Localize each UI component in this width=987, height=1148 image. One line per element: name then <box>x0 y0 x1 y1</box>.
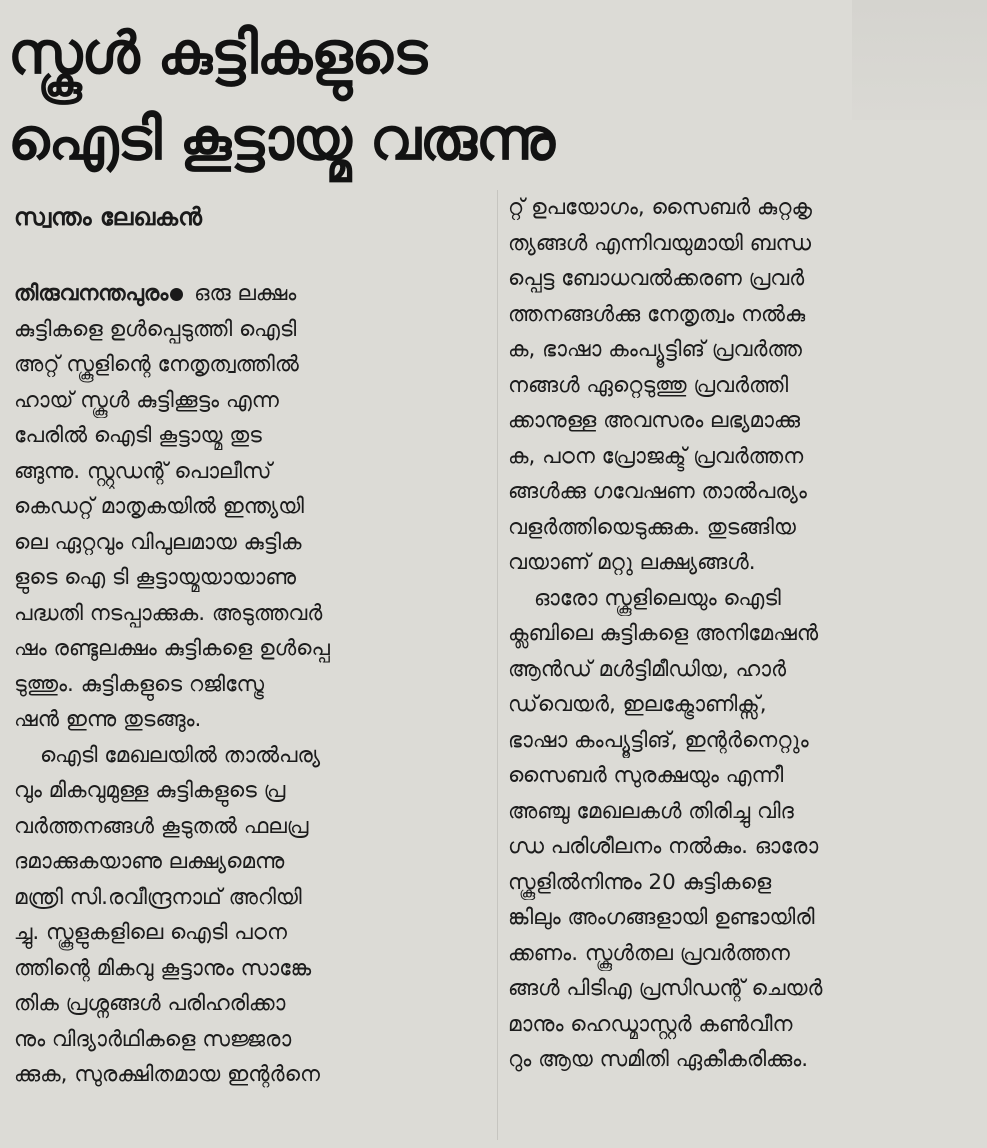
headline-line-2: ഐടി കൂട്ടായ്മ വരുന്നു <box>8 105 554 173</box>
body-line: ത്യങ്ങൾ എന്നിവയുമായി ബന്ധ <box>508 230 812 256</box>
body-line: സൈബർ സുരക്ഷയും എന്നീ <box>508 763 784 788</box>
body-line: റും ആയ സമിതി ഏകീകരിക്കും. <box>508 1047 809 1072</box>
body-line: മാനും ഹെഡ്മാസ്റ്റർ കൺവീന <box>508 1011 793 1037</box>
body-line: വളർത്തിയെടുക്കുക. തുടങ്ങിയ <box>508 514 796 540</box>
body-line: ഷൻ ഇന്നു തുടങ്ങും. <box>14 707 202 732</box>
body-line: ആൻഡ് മൾട്ടിമീഡിയ, ഹാർ <box>508 656 787 682</box>
body-line: തിക പ്രശ്നങ്ങൾ പരിഹരിക്കാ <box>14 991 286 1016</box>
body-line: വും മികവുമുള്ള കുട്ടികളുടെ പ്ര <box>14 778 286 803</box>
left-column <box>14 276 490 1093</box>
headline-line-1: സ്കൂൾ കുട്ടികളുടെ <box>8 19 427 87</box>
body-line: ദമാക്കുകയാണു ലക്ഷ്യമെന്നു <box>14 849 285 874</box>
body-line: ഓരോ സ്കൂളിലെയും ഐടി <box>534 585 781 611</box>
dateline-line <box>14 276 490 312</box>
body-line: അഞ്ചു മേഖലകൾ തിരിച്ചു വിദ <box>508 798 794 824</box>
body-line: ങ്കിലും അംഗങ്ങളായി ഉണ്ടായിരി <box>508 905 815 930</box>
body-line: ഡ്‌വെയർ, ഇലക്ട്രോണിക്സ്, <box>508 692 767 717</box>
body-line: ത്തിന്റെ മികവു കൂട്ടാനും സാങ്കേ <box>14 955 312 981</box>
headline <box>8 10 858 182</box>
body-line: ക്കാനുള്ള അവസരം ലഭ്യമാക്കു <box>508 408 801 433</box>
dateline: തിരുവനന്തപുരം <box>14 281 169 306</box>
body-line: ഹായ് സ്കൂൾ കുട്ടിക്കൂട്ടം എന്ന <box>14 387 279 413</box>
body-line: ളുടെ ഐ ടി കൂട്ടായ്മയായാണു <box>14 565 297 590</box>
body-line: ങ്ങുന്നു. സ്റ്റുഡന്റ് പൊലീസ് <box>14 458 272 484</box>
body-line: പേരിൽ ഐടി കൂട്ടായ്മ തുട <box>14 423 262 448</box>
body-line: നങ്ങൾ ഏറ്റെടുത്തു പ്രവർത്തി <box>508 372 789 398</box>
body-line: ത്തനങ്ങൾക്കു നേതൃത്വം നൽകു <box>508 301 806 327</box>
body-line: വയാണ് മറ്റു ലക്ഷ്യങ്ങൾ. <box>508 550 756 575</box>
body-line: ങ്ങൾ പിടിഎ പ്രസിഡന്റ് ചെയർ <box>508 976 823 1001</box>
body-line: പ്പെട്ട ബോധവൽക്കരണ പ്രവർ <box>508 266 805 291</box>
body-line: ഭാഷാ കംപ്യൂട്ടിങ്, ഇന്റർനെറ്റും <box>508 727 809 753</box>
body-line: ക്കണം. സ്കൂൾതല പ്രവർത്തന <box>508 940 790 966</box>
faded-print-bleed <box>852 0 987 120</box>
body-line: ഷം രണ്ടുലക്ഷം കുട്ടികളെ ഉൾപ്പെ <box>14 636 330 661</box>
byline: സ്വന്തം ലേഖകൻ <box>14 203 202 231</box>
body-line: ച്ചു. സ്കൂളുകളിലെ ഐടി പഠന <box>14 920 287 945</box>
body-line: പദ്ധതി നടപ്പാക്കുക. അടുത്തവർ <box>14 600 323 626</box>
column-divider <box>497 190 498 1140</box>
body-line: അറ്റ് സ്കൂളിന്റെ നേതൃത്വത്തിൽ <box>14 352 299 377</box>
body-line: സ്കൂളിൽനിന്നും 20 കുട്ടികളെ <box>508 869 772 895</box>
body-line: ടുത്തും. കുട്ടികളുടെ റജിസ്ട്രേ <box>14 671 265 697</box>
body-line: നും വിദ്യാർഥികളെ സജ്ജരാ <box>14 1026 292 1052</box>
body-line: ഒരു ലക്ഷം <box>194 281 297 306</box>
body-line: ക, പഠന പ്രോജക്ട് പ്രവർത്തന <box>508 443 804 469</box>
body-line: ക്കുക, സുരക്ഷിതമായ ഇന്റർനെ <box>14 1062 320 1087</box>
body-line: ങ്ങൾക്കു ഗവേഷണ താൽപര്യം <box>508 479 807 504</box>
body-line: മന്ത്രി സി.രവീന്ദ്രനാഥ് അറിയി <box>14 884 302 910</box>
body-line: റ്റ് ഉപയോഗം, സൈബർ കുറ്റകൃ <box>508 195 813 220</box>
body-line: ലെ ഏറ്റവും വിപുലമായ കുട്ടിക <box>14 529 302 555</box>
body-line: കെഡറ്റ് മാതൃകയിൽ ഇന്ത്യയി <box>14 494 304 519</box>
right-column <box>508 190 978 1078</box>
body-line: ഐടി മേഖലയിൽ താൽപര്യ <box>40 742 321 768</box>
body-line: വർത്തനങ്ങൾ കൂടുതൽ ഫലപ്ര <box>14 813 309 839</box>
dateline-bullet <box>170 288 183 301</box>
body-line: കുട്ടികളെ ഉൾപ്പെടുത്തി ഐടി <box>14 316 297 342</box>
body-line: ക്ലബിലെ കുട്ടികളെ അനിമേഷൻ <box>508 621 819 646</box>
body-line: ക, ഭാഷാ കംപ്യൂട്ടിങ് പ്രവർത്ത <box>508 337 802 362</box>
body-line: ഗ്ധ പരിശീലനം നൽകും. ഓരോ <box>508 834 819 859</box>
